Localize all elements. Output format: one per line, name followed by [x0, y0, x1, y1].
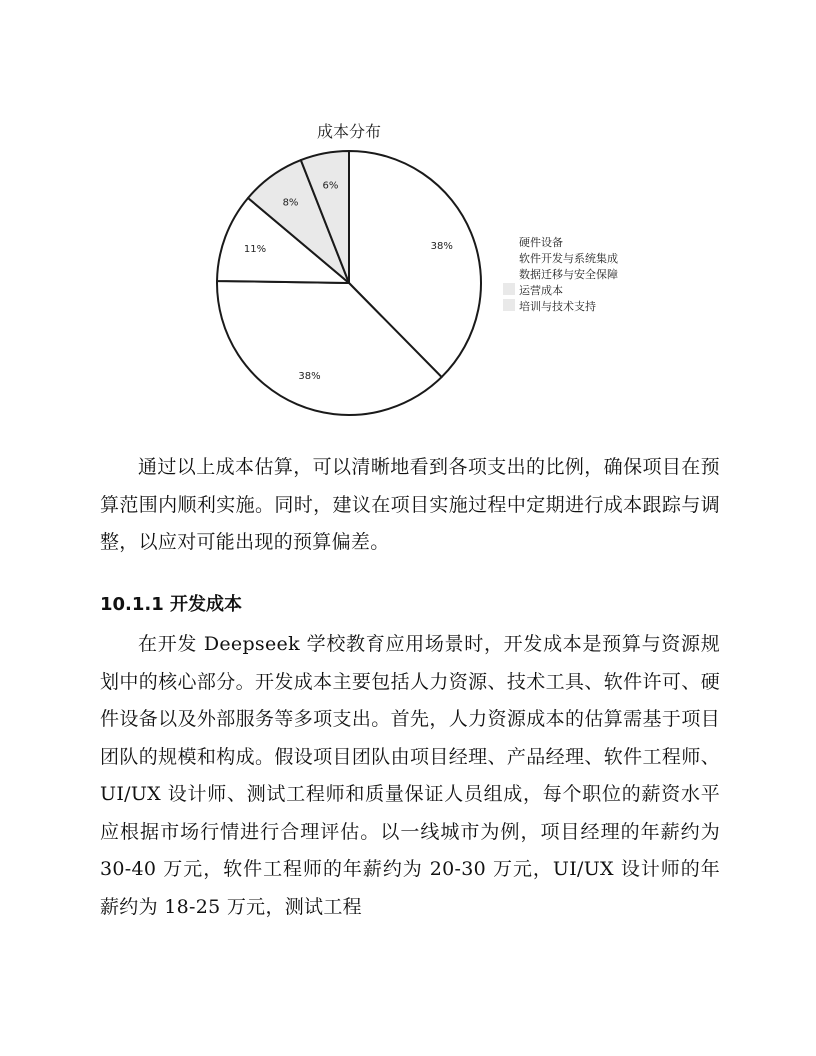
legend-label-software-integration: 软件开发与系统集成 [519, 252, 618, 265]
legend-swatch-software-integration [503, 251, 515, 263]
paragraph-cost-summary: 通过以上成本估算，可以清晰地看到各项支出的比例，确保项目在预算范围内顺利实施。同时，建议在项目实施过程中定期进行成本跟踪与调整，以应对可能出现的预算偏差。 [100, 456, 720, 553]
paragraph-development-cost: 在开发 Deepseek 学校教育应用场景时，开发成本是预算与资源规划中的核心部分。开发成本主要包括人力资源、技术工具、软件许可、硬件设备以及外部服务等多项支出。首先，人力资源成本的估算需基于项目团队的规模和构成。假设项目团队由项目经理、产品经理、软件工程师、UI/UX 设计师、测试工程师和质量保证人员组成，每个职位的薪资水平应根据市场行情进行合理评估。以一线城市为例，项目经理的年薪约为 30-40 万元，软件工程师的年薪约为 20-30 万元，UI/UX 设计师的年薪约为 18-25 万元，测试工程 [100, 633, 720, 918]
legend-swatch-training-support [503, 299, 515, 311]
section-heading: 10.1.1 开发成本 [100, 594, 243, 615]
pie-slices [217, 151, 481, 415]
slice-label-training-support: 6% [322, 180, 339, 192]
legend-label-hardware: 硬件设备 [519, 236, 563, 249]
legend-label-data-security: 数据迁移与安全保障 [519, 268, 618, 281]
cost-distribution-chart [0, 0, 816, 430]
legend-swatch-hardware [503, 235, 515, 247]
chart-title: 成本分布 [316, 122, 382, 141]
slice-label-software-integration: 38% [298, 371, 321, 383]
chart-legend [503, 235, 618, 313]
legend-label-operations: 运营成本 [519, 284, 563, 297]
slice-label-hardware: 38% [430, 241, 453, 252]
legend-swatch-data-security [503, 267, 515, 279]
legend-label-training-support: 培训与技术支持 [519, 300, 596, 313]
slice-label-data-security: 11% [243, 243, 267, 255]
slice-label-operations: 8% [282, 197, 299, 209]
legend-swatch-operations [503, 283, 515, 295]
